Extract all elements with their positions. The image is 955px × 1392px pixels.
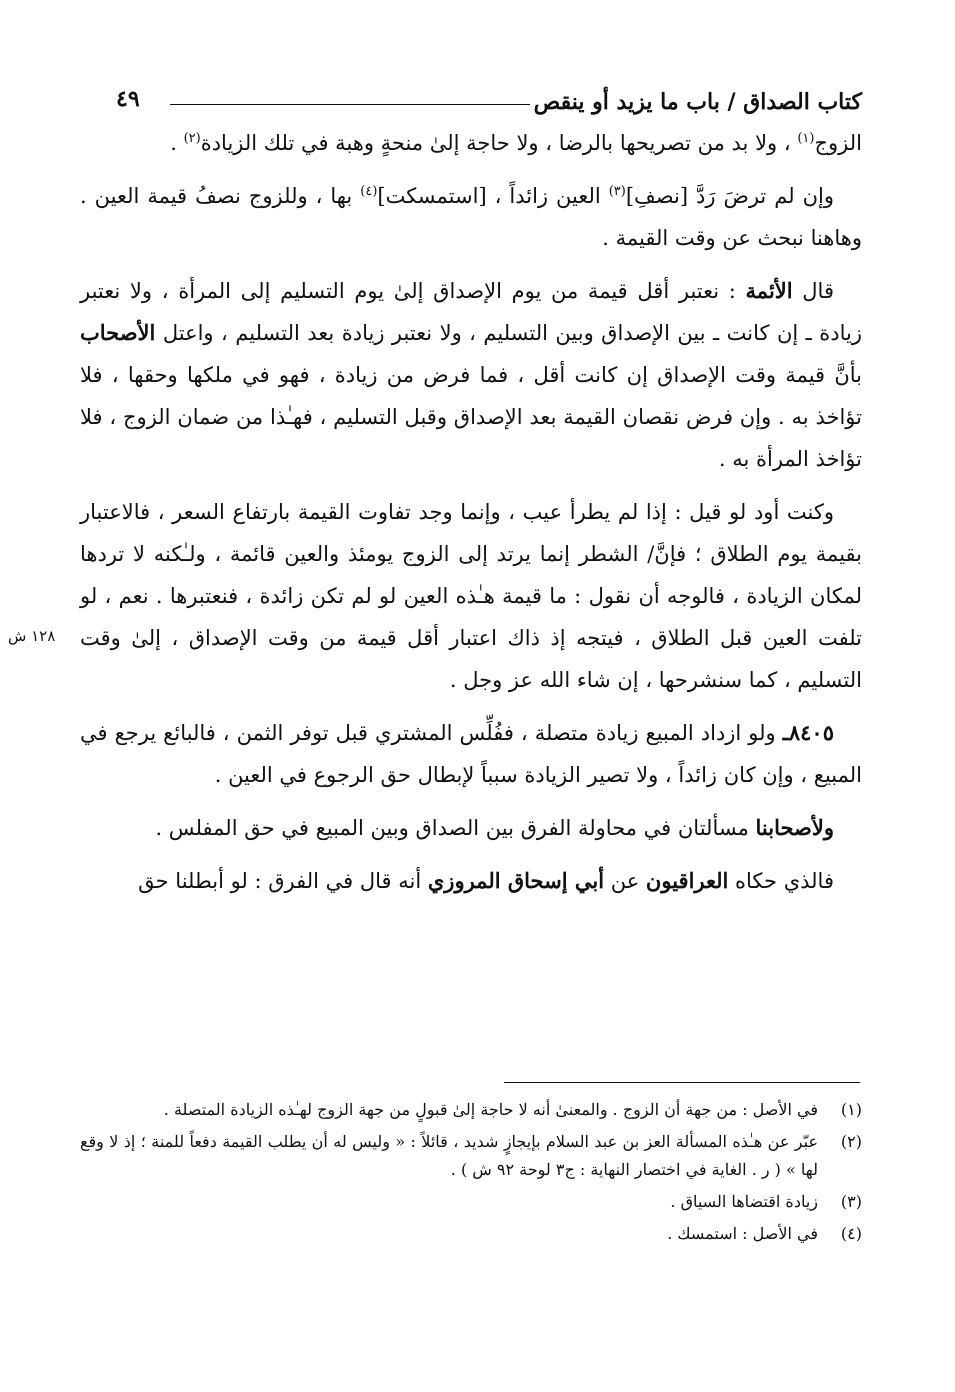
text-run: ، ولا بد من تصريحها بالرضا ، ولا حاجة إلىٰ منحةٍ وهبة في تلك الزيادة [200,131,798,155]
header-rule [170,104,530,105]
text-run: فالذي حكاه [728,869,834,893]
text-run: وكنت أود لو قيل : إذا لم يطرأ عيب ، وإنما وجد تفاوت القيمة بارتفاع السعر ، فالاعتبار بقيمة يوم الطلاق ؛ فإنَّ/ الشطر إنما يرتد إلى الزوج يومئذ والعين قائمة ، ولـٰكنه لا تردها لمكان الزيادة ، فالوجه أن نقول : ما قيمة هـٰذه العين لو لم تكن زائدة ، فنعتبرها . نعم ، لو تلفت العين قبل الطلاق ، فيتجه إذ ذاك اعتبار أقل قيمة من وقت الإصداق ، إلىٰ وقت التسليم ، كما سنشرحها ، إن شاء الله عز وجل . [80,500,862,692]
footnote [80,1096,862,1124]
footnote-text: في الأصل : من جهة أن الزوج . والمعنىٰ أنه لا حاجة إلىٰ قبولٍ من جهة الزوج لهـٰذه الزيادة المتصلة . [163,1100,818,1119]
footnote-text: في الأصل : استمسك . [667,1224,818,1243]
page-number: ٤٩ [116,86,140,112]
running-header [80,82,862,122]
footnote [80,1220,862,1248]
text-run: العين زائداً ، [استمسكت] [377,184,609,208]
text-run: بها ، وللزوج نصفُ قيمة العين . وهاهنا نبحث عن وقت القيمة . [80,184,862,250]
footnote-ref-4: (٤) [360,184,378,199]
text-run: بأنَّ قيمة وقت الإصداق إن كانت أقل ، فما فرض من زيادة ، فهو في ملكها وحقها ، فلا تؤاخذ به . وإن فرض نقصان القيمة بعد الإصداق وقبل التسليم ، فهـٰذا من ضمان الزوج ، فلا تؤاخذ المرأة به . [80,363,862,471]
text-run: وإن لم ترضَ رَدَّ [نصفِ] [625,184,834,208]
text-run: ولو ازداد المبيع زيادة متصلة ، ففُلِّس المشتري قبل توفر الثمن ، فالبائع يرجع في المبيع ، وإن كان زائداً ، ولا تصير الزيادة سبباً لإبطال حق الرجوع في العين . [80,721,862,787]
footnote-rule [504,1082,860,1083]
footnote-ref-2: (٢) [183,131,201,146]
footnote-number: (١) [840,1100,862,1119]
text-run: . [170,131,184,155]
footnote-text: عبّر عن هـٰذه المسألة العز بن عبد السلام بإيجازٍ شديد ، قائلاً : « وليس له أن يطلب القيمة دفعاً للمنة ؛ إذ لا وقع لها » ( ر . الغاية في اختصار النهاية : ج٣ لوحة ٩٢ ش ) . [80,1132,818,1179]
footnote-number: (٣) [840,1192,862,1211]
footnote-number: (٤) [840,1224,862,1243]
paragraph-6 [80,807,862,849]
bold-term: العراقيون [645,868,729,893]
page [80,82,862,902]
footnotes [80,1096,862,1252]
text-run: مسألتان في محاولة الفرق بين الصداق وبين المبيع في حق المفلس . [155,816,756,840]
paragraph-5 [80,712,862,796]
bold-term: الأصحاب [80,320,156,345]
paragraph-4 [80,491,862,701]
footnote-number: (٢) [840,1132,862,1151]
bold-term: أبي إسحاق المروزي [427,868,605,893]
bold-term: الأئمة [745,278,793,303]
paragraph-7 [80,860,862,902]
footnote-text: زيادة اقتضاها السياق . [670,1192,818,1211]
section-number: ٨٤٠٥ـ [782,720,834,745]
text-run: أنه قال في الفرق : لو أبطلنا حق [138,869,428,893]
text-run: عن [604,869,646,893]
paragraph-3 [80,270,862,480]
footnote-ref-1: (١) [797,131,815,146]
main-text [80,122,862,902]
margin-note: ١٢٨ ش [8,627,56,645]
paragraph-1 [80,122,862,164]
header-title: كتاب الصداق / باب ما يزيد أو ينقص [533,89,862,115]
footnote [80,1188,862,1216]
text-run: الزوج [814,131,862,155]
bold-term: ولأصحابنا [755,815,834,840]
footnote-ref-3: (٣) [608,184,626,199]
footnote [80,1128,862,1184]
text-run: قال [792,279,834,303]
paragraph-2 [80,175,862,259]
text-run: : نعتبر أقل قيمة من يوم الإصداق إلىٰ يوم التسليم إلى المرأة ، ولا نعتبر زيادة ـ إن كانت ـ بين الإصداق وبين التسليم ، ولا نعتبر زيادة بعد التسليم ، واعتل [80,279,862,345]
